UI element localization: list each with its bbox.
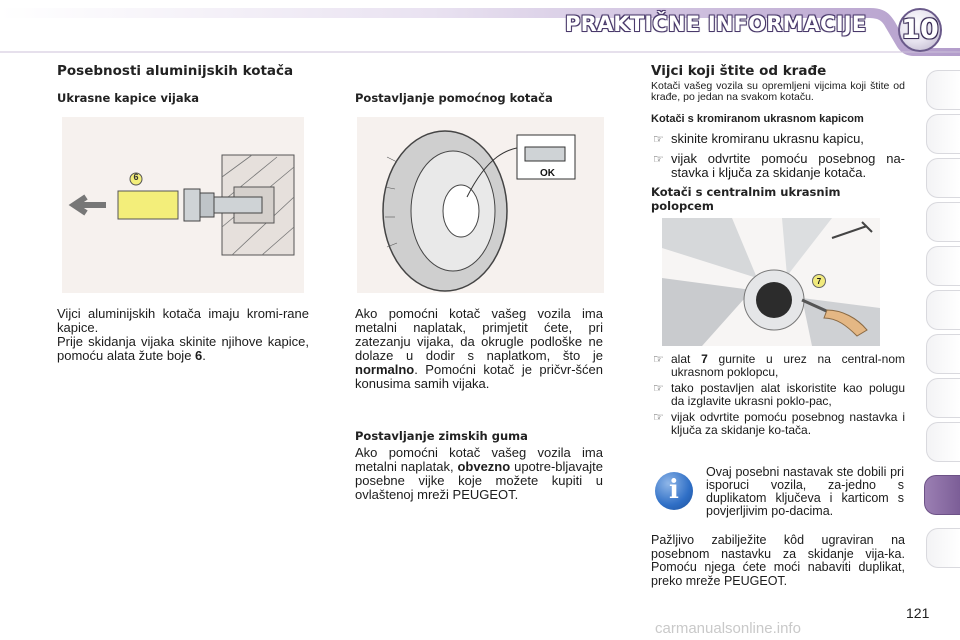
page-number: 121 (906, 605, 930, 621)
list-item: ☞ alat 7 gurnite u urez na central-nom ukrasnom poklopcu, (653, 352, 905, 379)
chapter-tab[interactable] (926, 334, 960, 374)
chapter-tab[interactable] (926, 422, 960, 462)
list-item: ☞ vijak odvrtite pomoću posebnog nastavka i ključa za skidanje ko-tača. (653, 410, 905, 437)
watermark: carmanualsonline.info (655, 620, 801, 637)
chapter-badge (898, 8, 942, 52)
col2-paragraph-1: Ako pomoćni kotač vašeg vozila ima metalni naplatak, primjetit ćete, pri zatezanju vijaka, da okrugle podloške ne dolaze u dodir s naplatkom, što je normalno. Pomoćni kotač je pričvr-šćen konusima samih vijaka. (355, 306, 603, 391)
chapter-tabs (926, 70, 960, 570)
figure-callout-label: 6 (133, 172, 139, 182)
col2-heading-winter-tyres: Postavljanje zimskih guma (355, 429, 528, 443)
chapter-tab[interactable] (926, 528, 960, 568)
pointing-hand-icon: ☞ (653, 152, 664, 166)
info-icon: i (655, 472, 693, 510)
col1-heading: Ukrasne kapice vijaka (57, 91, 200, 105)
spare-wheel-figure (357, 117, 604, 293)
center-cap-figure (662, 218, 880, 346)
right-title: Vijci koji štite od krađe (651, 63, 827, 79)
section-title: PRAKTIČNE INFORMACIJE (565, 12, 867, 36)
list-item: ☞ vijak odvrtite pomoću posebnog na-stavka i ključa za skidanje kotača. (653, 151, 905, 180)
chapter-tab-active[interactable] (924, 475, 960, 515)
chapter-tab[interactable] (926, 290, 960, 330)
chrome-cap-heading: Kotači s kromiranom ukrasnom kapicom (651, 113, 864, 125)
figure-ok-label: OK (540, 168, 555, 179)
pointing-hand-icon: ☞ (653, 381, 664, 395)
chrome-cap-steps (651, 132, 905, 186)
bolt-cap-figure (62, 117, 304, 293)
chapter-tab[interactable] (926, 158, 960, 198)
figure-callout-label: 7 (812, 274, 826, 288)
info-note: Ovaj posebni nastavak ste dobili pri isporuci vozila, za-jedno s duplikatom ključeva i karticom s povjerljivim po-dacima. (706, 465, 904, 518)
list-item: ☞ tako postavljen alat iskoristite kao polugu da izglavite ukrasni poklo-pac, (653, 381, 905, 408)
chapter-number: 10 (901, 14, 939, 45)
main-heading: Posebnosti aluminijskih kotača (57, 63, 294, 79)
chapter-tab[interactable] (926, 378, 960, 418)
closing-paragraph: Pažljivo zabilježite kôd ugraviran na posebnom nastavku za skidanje vija-ka. Pomoću njega ćete moći nabaviti duplikat, preko mreže PEUGEOT. (651, 533, 905, 588)
right-intro: Kotači vašeg vozila su opremljeni vijcima koji štite od krađe, po jedan na svakom kotaču. (651, 80, 905, 103)
pointing-hand-icon: ☞ (653, 132, 664, 146)
col1-paragraph-1: Vijci aluminijskih kotača imaju kromi-rane kapice. (57, 306, 309, 335)
chapter-tab[interactable] (926, 114, 960, 154)
col1-paragraph-2: Prije skidanja vijaka skinite njihove kapice, pomoću alata žute boje 6. (57, 334, 309, 363)
chapter-tab[interactable] (926, 70, 960, 110)
list-item: ☞ skinite kromiranu ukrasnu kapicu, (653, 131, 864, 146)
chapter-tab[interactable] (926, 246, 960, 286)
col2-heading-spare-wheel: Postavljanje pomoćnog kotača (355, 91, 553, 105)
chapter-tab[interactable] (926, 202, 960, 242)
col2-paragraph-2: Ako pomoćni kotač vašeg vozila ima metalni naplatak, obvezno upotre-bljavajte posebne vijke koje možete kupiti u ovlaštenoj mreži PEUGEOT. (355, 445, 603, 502)
pointing-hand-icon: ☞ (653, 352, 664, 366)
pointing-hand-icon: ☞ (653, 410, 664, 424)
center-cap-steps (651, 353, 905, 440)
center-cap-heading: Kotači s centralnim ukrasnim polopcem (651, 185, 841, 213)
